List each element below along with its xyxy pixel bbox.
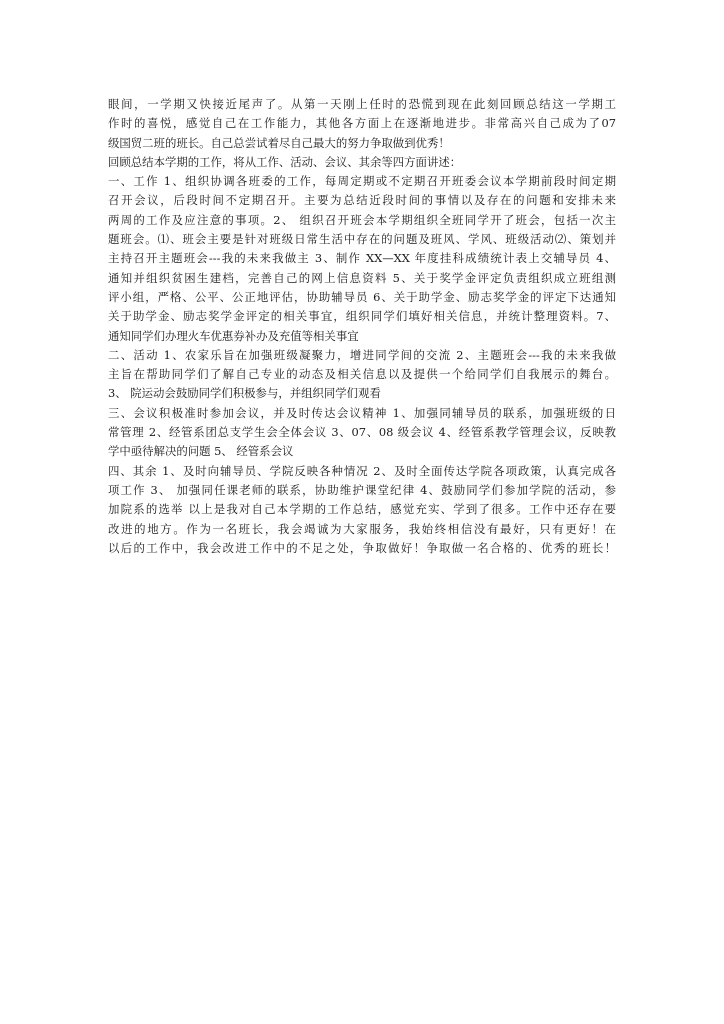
text-line: 以后的工作中，我会改进工作中的不足之处，争取做好！争取做一名合格的、优秀的班长！ bbox=[108, 540, 616, 555]
text-line: 主持召开主题班会---我的未来我做主 3、制作 XX—XX 年度挂科成绩统计表上交辅导员 4、 bbox=[108, 251, 616, 266]
text-line: 题班会。⑴、班会主要是针对班级日常生活中存在的问题及班风、学风、班级活动⑵、策划并 bbox=[108, 232, 616, 247]
text-line: 四、其余 1、及时向辅导员、学院反映各种情况 2、及时全面传达学院各项政策，认真完成各 bbox=[108, 463, 616, 478]
text-line: 回顾总结本学期的工作，将从工作、活动、会议、其余等四方面讲述： bbox=[108, 154, 462, 169]
text-line: 项工作 3、 加强同任课老师的联系，协助维护课堂纪律 4、鼓励同学们参加学院的活动，参 bbox=[108, 482, 616, 497]
text-line: 二、活动 1、农家乐旨在加强班级凝聚力，增进同学间的交流 2、主题班会---我的未来我做 bbox=[108, 347, 616, 362]
text-line: 三、会议积极准时参加会议，并及时传达会议精神 1、加强同辅导员的联系，加强班级的日 bbox=[108, 405, 616, 420]
document-body bbox=[108, 95, 616, 558]
text-line: 级国贸二班的班长。自己总尝试着尽自己最大的努力争取做到优秀！ bbox=[108, 135, 450, 150]
text-line: 改进的地方。作为一名班长，我会竭诚为大家服务，我始终相信没有最好，只有更好！在 bbox=[108, 521, 616, 536]
text-line: 两周的工作及应注意的事项。2、 组织召开班会本学期组织全班同学开了班会，包括一次主 bbox=[108, 212, 616, 227]
text-line: 一、工作 1、组织协调各班委的工作，每周定期或不定期召开班委会议本学期前段时间定期 bbox=[108, 174, 616, 189]
text-line: 作时的喜悦，感觉自己在工作能力，其他各方面上在逐渐地进步。非常高兴自己成为了07 bbox=[108, 116, 616, 131]
text-line: 眼间，一学期又快接近尾声了。从第一天刚上任时的恐慌到现在此刻回顾总结这一学期工 bbox=[108, 97, 616, 111]
text-line: 评小组，严格、公平、公正地评估，协助辅导员 6、关于助学金、励志奖学金的评定下达通知 bbox=[108, 289, 616, 304]
text-line: 召开会议，后段时间不定期召开。主要为总结近段时间的事情以及存在的问题和安排未来 bbox=[108, 193, 616, 208]
text-line: 关于助学金、励志奖学金评定的相关事宜，组织同学们填好相关信息，并统计整理资料。7、 bbox=[108, 309, 616, 324]
text-line: 常管理 2、经管系团总支学生会全体会议 3、07、08 级会议 4、经管系教学管理会议，反映教 bbox=[108, 425, 616, 440]
text-line: 学中亟待解决的问题 5、 经管系会议 bbox=[108, 444, 294, 459]
text-line: 主旨在帮助同学们了解自己专业的动态及相关信息以及提供一个给同学们自我展示的舞台。 bbox=[108, 367, 616, 382]
text-line: 加院系的选举 以上是我对自己本学期的工作总结，感觉充实、学到了很多。工作中还存在要 bbox=[108, 502, 616, 517]
text-line: 通知并组织贫困生建档，完善自己的网上信息资料 5、关于奖学金评定负责组织成立班组测 bbox=[108, 270, 616, 285]
text-line: 通知同学们办理火车优惠券补办及充值等相关事宜 bbox=[108, 328, 359, 343]
text-line: 3、 院运动会鼓励同学们积极参与，并组织同学们观看 bbox=[108, 386, 381, 401]
